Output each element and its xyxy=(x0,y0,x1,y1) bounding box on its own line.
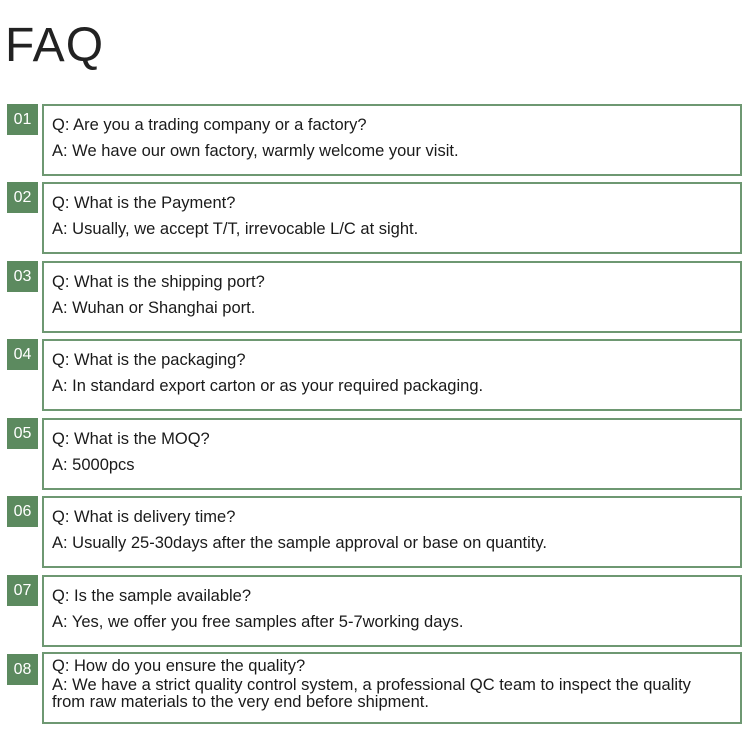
faq-number-badge: 03 xyxy=(7,261,38,292)
faq-question: Q: What is the packaging? xyxy=(52,351,246,369)
faq-question: Q: What is the MOQ? xyxy=(52,430,210,448)
faq-question: Q: Is the sample available? xyxy=(52,587,252,605)
page-title: FAQ xyxy=(5,19,105,72)
faq-answer: A: 5000pcs xyxy=(52,456,135,474)
faq-answer: A: Yes, we offer you free samples after 5-7working days. xyxy=(52,613,464,631)
faq-item-04 xyxy=(0,339,750,411)
faq-number-badge: 06 xyxy=(7,496,38,527)
faq-answer: A: Usually, we accept T/T, irrevocable L/C at sight. xyxy=(52,220,419,238)
faq-box xyxy=(42,339,742,411)
faq-question: Q: What is the shipping port? xyxy=(52,273,265,291)
faq-answer: A: We have our own factory, warmly welcome your visit. xyxy=(52,142,459,160)
faq-box xyxy=(42,182,742,254)
faq-item-01 xyxy=(0,104,750,176)
faq-question: Q: Are you a trading company or a factory? xyxy=(52,116,367,134)
faq-number-badge: 01 xyxy=(7,104,38,135)
faq-item-07 xyxy=(0,575,750,647)
faq-number-badge: 07 xyxy=(7,575,38,606)
faq-item-08 xyxy=(0,652,750,724)
faq-box xyxy=(42,261,742,333)
faq-item-02 xyxy=(0,182,750,254)
faq-item-03 xyxy=(0,261,750,333)
faq-answer: A: Usually 25-30days after the sample approval or base on quantity. xyxy=(52,534,547,552)
faq-question: Q: What is the Payment? xyxy=(52,194,236,212)
faq-item-06 xyxy=(0,496,750,568)
faq-number-badge: 02 xyxy=(7,182,38,213)
faq-number-badge: 08 xyxy=(7,654,38,685)
faq-answer: A: We have a strict quality control system, a professional QC team to inspect the quality from raw materials to the very end before shipment. xyxy=(52,676,691,711)
faq-box xyxy=(42,652,742,724)
faq-answer: A: Wuhan or Shanghai port. xyxy=(52,299,256,317)
faq-number-badge: 05 xyxy=(7,418,38,449)
faq-box xyxy=(42,104,742,176)
faq-answer: A: In standard export carton or as your required packaging. xyxy=(52,377,484,395)
faq-item-05 xyxy=(0,418,750,490)
faq-question: Q: How do you ensure the quality? xyxy=(52,657,306,675)
faq-question: Q: What is delivery time? xyxy=(52,508,236,526)
faq-box xyxy=(42,418,742,490)
faq-box xyxy=(42,496,742,568)
faq-number-badge: 04 xyxy=(7,339,38,370)
faq-box xyxy=(42,575,742,647)
